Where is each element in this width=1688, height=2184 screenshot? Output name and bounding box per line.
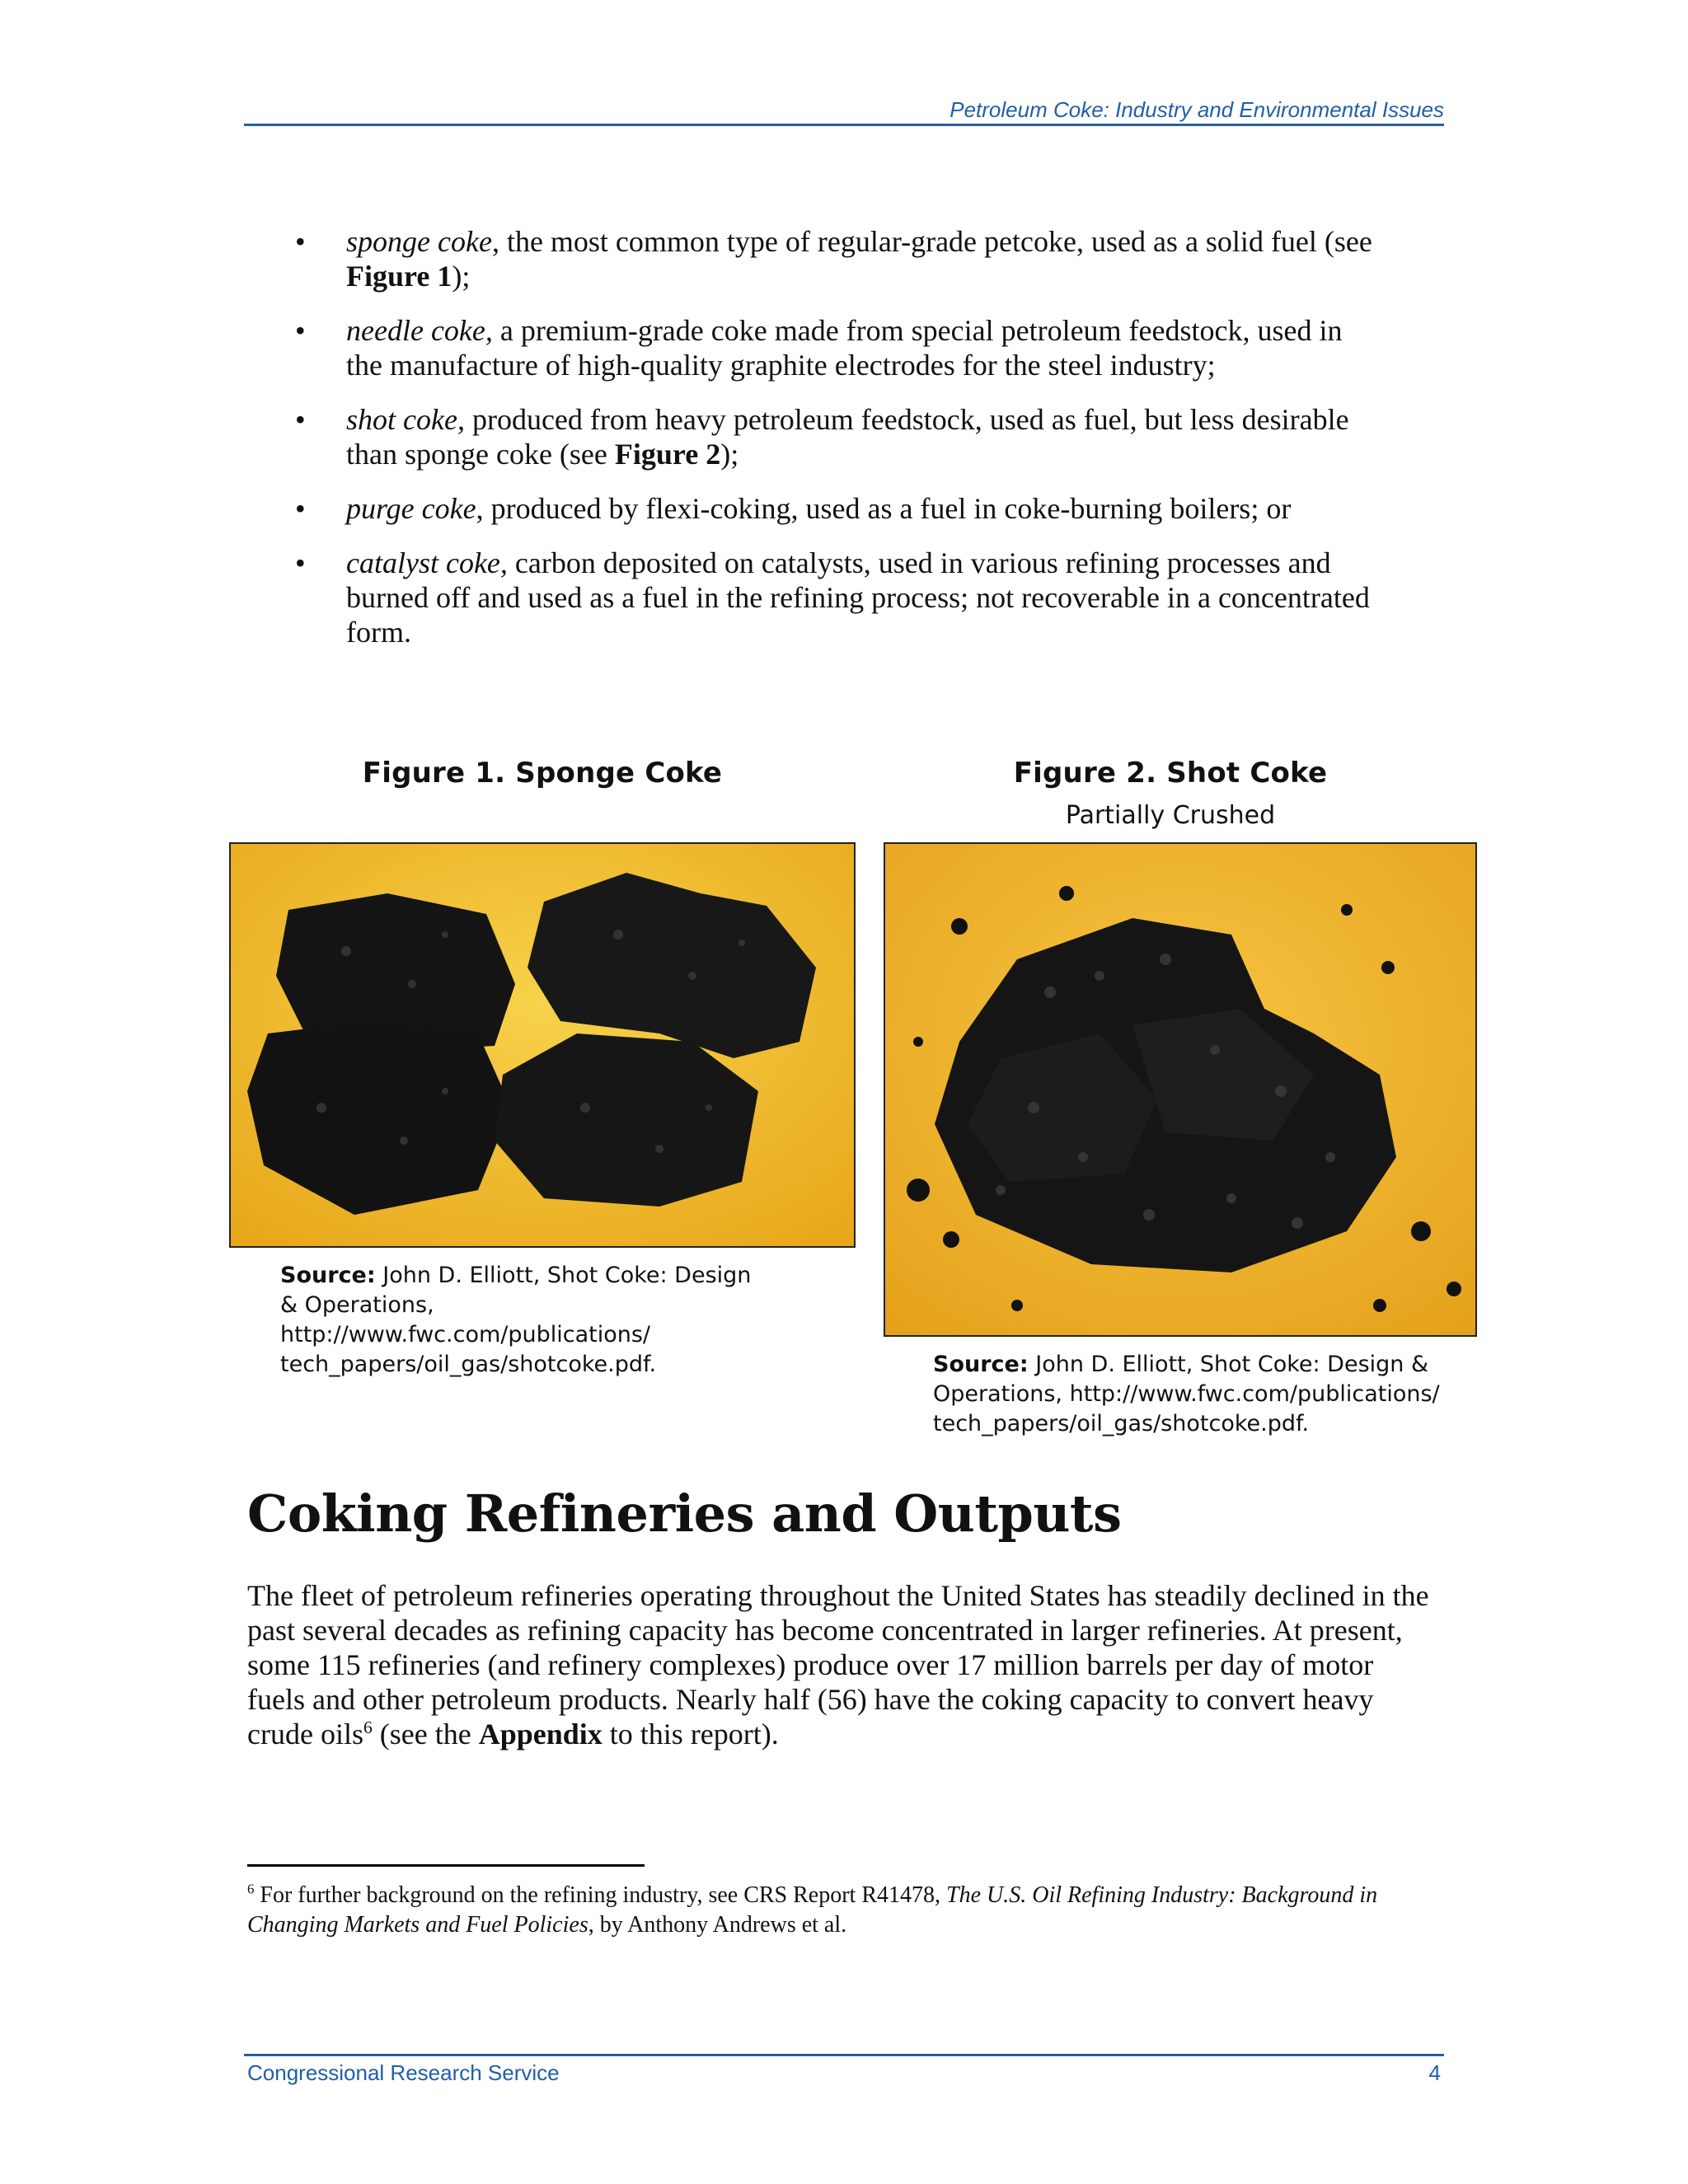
section-heading: Coking Refineries and Outputs	[247, 1483, 1122, 1544]
footer-publisher: Congressional Research Service	[247, 2060, 560, 2085]
term: shot coke,	[346, 403, 465, 436]
list-item	[288, 546, 1376, 649]
body-paragraph	[247, 1578, 1434, 1751]
bullet-icon: •	[295, 403, 306, 436]
item-text-end: );	[720, 438, 739, 471]
source-label: Source:	[933, 1352, 1029, 1377]
sponge-coke-image	[231, 844, 854, 1246]
page-number: 4	[1428, 2060, 1441, 2085]
footnote	[247, 1881, 1434, 1940]
item-text: carbon deposited on catalysts, used in various refining processes and burned off and used as a fuel in the refining process; not recoverable in a concentrated form.	[346, 546, 1370, 649]
term: sponge coke	[346, 225, 492, 258]
footnote-title: The U.S. Oil Refining Industry: Background in Changing Markets and Fuel Policies	[247, 1882, 1378, 1938]
paragraph-text: The fleet of petroleum refineries operating throughout the United States has steadily declined in the past several decades as refining capacity has become concentrated in larger refineries. At present, some 115 refineries (and refinery complexes) produce over 17 million barrels per day of motor fuels and other petroleum products. Nearly half (56) have the coking capacity to convert heavy crude oils	[247, 1579, 1429, 1750]
figure-2-source	[933, 1350, 1444, 1439]
figure-ref: Figure 2	[614, 438, 721, 471]
list-item	[288, 224, 1376, 293]
bullet-icon: •	[295, 314, 306, 347]
list-item	[288, 313, 1376, 382]
appendix-ref: Appendix	[478, 1718, 603, 1750]
source-label: Source:	[280, 1263, 376, 1288]
footnote-text-end: , by Anthony Andrews et al.	[588, 1912, 847, 1938]
bullet-icon: •	[295, 546, 306, 579]
figure-1-photo	[229, 842, 856, 1248]
footer-rule	[244, 2054, 1444, 2056]
item-text: , produced by flexi-coking, used as a fuel in coke-burning boilers; or	[476, 492, 1292, 525]
figure-1-source	[280, 1261, 775, 1380]
figure-2-title: Figure 2. Shot Coke	[1013, 757, 1328, 790]
figure-ref: Figure 1	[346, 260, 452, 293]
footnote-rule	[247, 1864, 645, 1867]
footnote-mark[interactable]: 6	[363, 1718, 373, 1737]
item-text: a premium-grade coke made from special petroleum feedstock, used in the manufacture of high-quality graphite electrodes for the steel industry;	[346, 314, 1343, 382]
source-text: John D. Elliott, Shot Coke: Design & Operations, http://www.fwc.com/publications/ tech_papers/oil_gas/shotcoke.pdf.	[280, 1263, 752, 1377]
shot-coke-image	[885, 844, 1475, 1335]
source-text: John D. Elliott, Shot Coke: Design & Operations, http://www.fwc.com/publications/ tech_papers/oil_gas/shotcoke.pdf.	[933, 1352, 1440, 1436]
coke-types-list	[288, 224, 1376, 669]
header-rule	[244, 124, 1444, 126]
term: needle coke,	[346, 314, 493, 347]
figure-2-subtitle: Partially Crushed	[1065, 801, 1276, 830]
term: catalyst coke,	[346, 546, 508, 579]
list-item	[288, 491, 1376, 526]
paragraph-text-2: (see the	[372, 1718, 479, 1750]
item-text: , the most common type of regular-grade petcoke, used as a solid fuel (see	[491, 225, 1372, 258]
item-text: produced from heavy petroleum feedstock, used as fuel, but less desirable than sponge coke (see	[346, 403, 1349, 471]
figure-2-photo	[884, 842, 1477, 1337]
footnote-text: For further background on the refining industry, see CRS Report R41478,	[254, 1882, 947, 1908]
header-running-title: Petroleum Coke: Industry and Environmental Issues	[950, 97, 1444, 122]
footnote-number: 6	[247, 1881, 255, 1897]
paragraph-text-3: to this report).	[602, 1718, 779, 1750]
figure-1-title: Figure 1. Sponge Coke	[362, 757, 723, 790]
item-text-end: );	[452, 260, 471, 293]
bullet-icon: •	[295, 492, 306, 525]
term: purge coke	[346, 492, 476, 525]
list-item	[288, 402, 1376, 471]
bullet-icon: •	[295, 225, 306, 258]
